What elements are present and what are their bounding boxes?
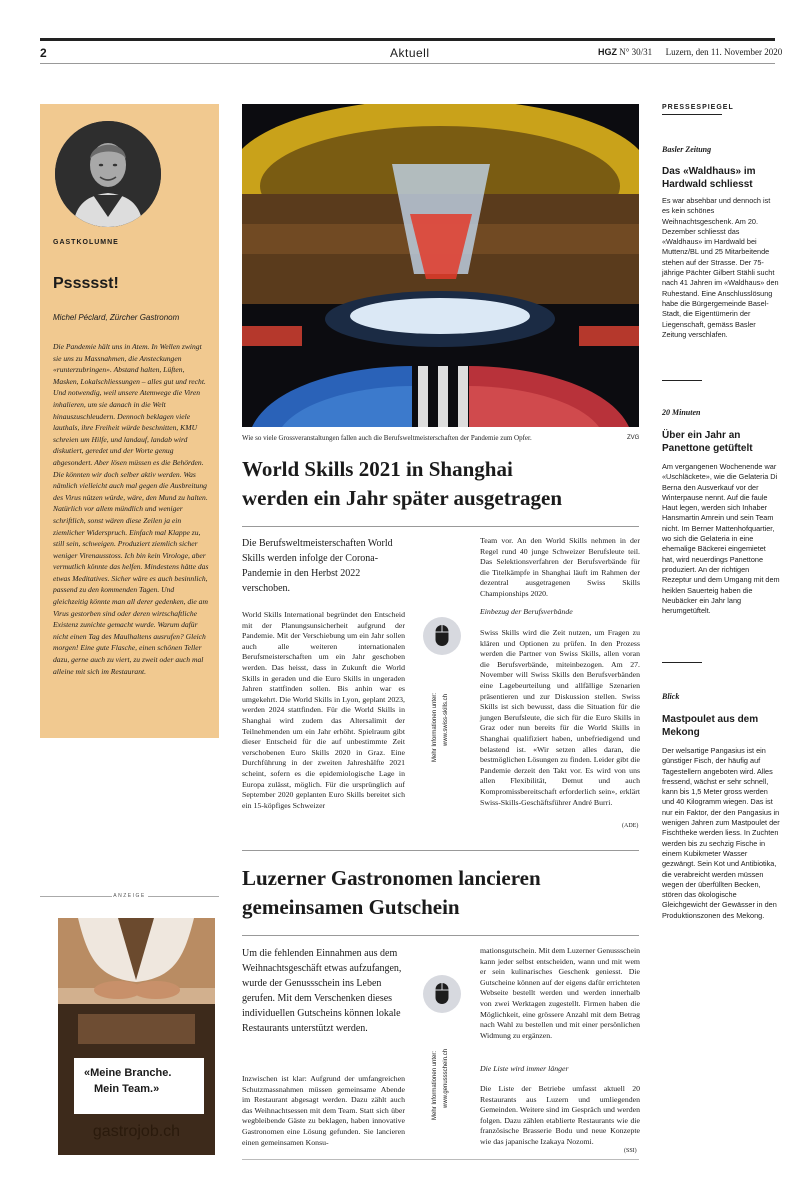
story2-body-col2a: mationsgutschein. Mit dem Luzerner Genussschein kann jeder selbst entscheiden, wann und mit wem er sein kulinarisches Geschenk geniesst. Die Gutscheine können auf der eigens dafür errichteten Webseite bestellt werden und werden innerhalb von zwei Werktagen zugestellt. Firmen haben die Möglichkeit, eine grössere Anzahl mit dem Betrag nach Wahl zu bestellen und mit einer persönlichen Widmung zu ergänzen.: [480, 946, 641, 1040]
story1-body-col2a: Team vor. An den World Skills nehmen in der Regel rund 40 junge Schweizer Berufsleute teil. Das Selektionsverfahren der Berufsverbände für die Titelkämpfe in Shanghai läuft im Rahmen der dezentral ausgetragenen Swiss Skills Championships 2020.: [480, 536, 640, 598]
story2-more-info-link[interactable]: [443, 1049, 449, 1108]
story2-headline-line1: Luzerner Gastronomen lancieren: [242, 866, 541, 890]
more-info-label: Mehr Informationen unter:: [432, 1050, 438, 1120]
ad-claim-line2: Mein Team.»: [94, 1083, 160, 1095]
story2-lead: Um die fehlenden Einnahmen aus dem Weihnachtsgeschäft etwas aufzufangen, wurde der Genussschein ins Leben gerufen. Mit dem Verschenken dieses individuellen Gutscheins können lokale Restaurants unterstützt werden.: [242, 948, 402, 1034]
story1-body-col2b: Swiss Skills wird die Zeit nutzen, um Fragen zu klären und Optionen zu prüfen. In den Prozess werden die Partner von Swiss Skills, allen voran die Berufsverbände, miteinbezogen. Am 27. November will Swiss Skills den Berufsverbänden eine Lagebeurteilung und allfällige Szenarien präsentieren und zur Diskussion stellen. Swiss Skills ist sich bewusst, dass die Situation für die jungen Berufsleute, die sich für die Euro Skills in Graz oder nun bereits für die World Skills in Shanghai qualifiziert haben, unbefriedigend und belastend ist. «Wir setzen alles daran, die bestmöglichen Lösungen zu finden. Leider gibt die Pandemie derzeit den Takt vor. Es wird von uns allen Flexibilität, Demut und auch Kompromissbereitschaft erforderlich sein», erklärt Swiss-Skills-Geschäftsführer André Burri.: [480, 628, 640, 807]
press-item-title: Über ein Jahr an Panettone getüftelt: [662, 430, 753, 454]
story1-headline-line1: World Skills 2021 in Shanghai: [242, 457, 513, 481]
story1-subhead: Einbezug der Berufsverbände: [480, 607, 573, 616]
ad-photo: [58, 918, 215, 1155]
story1-more-info-link[interactable]: [443, 694, 449, 746]
column-author: Michel Péclard, Zürcher Gastronom: [53, 313, 180, 322]
story1-headline-line2: werden ein Jahr später ausgetragen: [242, 486, 563, 510]
publication-name: HGZ: [598, 47, 617, 57]
genussschein-link[interactable]: www.genussschein.ch: [443, 1048, 449, 1108]
press-item-source: Blick: [662, 692, 680, 701]
mouse-icon: [423, 975, 461, 1013]
top-rule: [40, 38, 775, 41]
press-item-body: Am vergangenen Wochenende war «Uschläckete», wie die Gelateria Di Berna den Ausverkauf vor der Winterpause nennt. Auf die faule Haut legen, werden sich Inhaber Hansmartin Amrein und sein Team nicht. Im Berner Mattenhofquartier, wo sich die Gelateria in eine ehemalige Bäckerei eingemietet hat, wird neuerdings Panettone produziert. An der richtigen Rezeptur und dem Umgang mit dem heiklen Sauerteig haben die Neubäcker ein Jahr lang herumgetüftelt.: [662, 462, 780, 616]
bottom-rule: [242, 1159, 639, 1160]
story2-signature: (SSI): [624, 1148, 637, 1154]
press-item-divider: [662, 662, 702, 663]
page-number: 2: [40, 46, 47, 60]
press-review-label: PRESSESPIEGEL: [662, 104, 734, 111]
press-item-body: Es war absehbar und dennoch ist es kein schönes Weihnachtsgeschenk. Am 20. Dezember schliesst das «Waldhaus» im Hardwald bei Muttenz/BL und 25 Mitarbeitende stehen auf der Strasse. Der 75-jährige Pächter Gilbert Stähli sucht nach 41 Jahren im «Waldhaus» den Ruhestand. Eine Anschlusslösung habe die Bürgergemeinde Basel-Stadt, die Eigentümerin der Liegenschaft, gemäss Basler Zeitung verschlafen.: [662, 196, 779, 339]
photo-credit: ZVG: [627, 435, 640, 441]
story2-headline-line2: gemeinsamen Gutschein: [242, 895, 460, 919]
issue-info: [598, 47, 782, 57]
press-item-title: Das «Waldhaus» im Hardwald schliesst: [662, 166, 756, 190]
issue-number: N° 30/31: [619, 47, 653, 57]
story2-subhead: Die Liste wird immer länger: [480, 1064, 569, 1073]
more-info-label: Mehr Informationen unter:: [432, 692, 438, 762]
ad-claim-line1: «Meine Branche.: [84, 1067, 172, 1079]
story2-body-col1: Inzwischen ist klar: Aufgrund der umfangreichen Schutzmassnahmen müssen gemeinsame Abende im Restaurant abgesagt werden. Dazu zählt auch das Weihnachtsessen mit dem Team. Statt sich über wegbleibende Gäste zu beklagen, haben innovative Gastronomen eine Lösung gefunden. Sie lancieren einen gemeinsamen Konsu-: [242, 1074, 405, 1147]
column-title: Pssssst!: [53, 275, 119, 292]
story-divider: [242, 850, 639, 851]
photo-caption: Wie so viele Grossveranstaltungen fallen auch die Berufsweltmeisterschaften der Pandemie zum Opfer.: [242, 434, 532, 442]
ad-label: ANZEIGE: [113, 893, 146, 899]
column-body: Die Pandemie hält uns in Atem. In Wellen zwingt sie uns zu Massnahmen, die Ansteckungen «runterzubringen». Abstand halten, Lüften, Masken, Lokalschliessungen – alles gut und recht. Und notwendig, weil unsere Atemwege die Viren inhalieren, um sie danach in die Welt hinauszuschleudern. Dennoch beklagen viele lauthals, ihre Freiheit würde beschnitten, KMU schreien um Hilfe, und landauf, landab wird diskutiert, geredet und der Worte genug abgesondert. Aber lösen müssen es die Behörden. Die könnten wir doch selber aktiv werden. Was nämlich vielleicht auch mal gegen die Ausbreitung des Virus nützen würde, wäre, den Mund zu halten. Natürlich vor allem mündlich und weniger schriftlich, sonst wären diese Zeilen ja ein ziemlicher Widerspruch. Einfach mal Klappe zu, still sein, schweigen. Produziert ziemlich sicher weniger Virenausstoss. Ich bin kein Virologe, aber vermutlich könnte das helfen. Mindestens hätte das etwas Meditatives. Sicher wäre es auch besinnlich, passend zu den kommenden Tagen. Und gleichzeitig könnte man all derer gedenken, die am Virus gestorben sind oder deren wirtschaftliche Existenz zunichte gemacht wurde. Warum dafür nicht einen Tag des Maulhaltens ausrufen? Gleich morgen! Eine gute Flasche, einen schönen Teller dazu, gerne auch zu viert, zu zweit oder auch mal alleine mit sich im Restaurant.: [53, 342, 209, 676]
story1-headline-rule: [242, 526, 639, 527]
story2-headline-rule: [242, 935, 639, 936]
press-item-divider: [662, 380, 702, 381]
press-item-source: Basler Zeitung: [662, 145, 712, 154]
ad-brand[interactable]: gastrojob.ch: [92, 1123, 181, 1140]
ad-gastrojob[interactable]: [58, 918, 215, 1155]
world-skills-stadium-photo: [242, 104, 639, 427]
section-name: Aktuell: [390, 46, 430, 60]
story1-lead: Die Berufsweltmeisterschaften World Skills werden infolge der Corona-Pandemie in den Herbst 2022 verschoben.: [242, 538, 393, 594]
swiss-skills-link[interactable]: www.swiss-skills.ch: [443, 693, 449, 746]
columnist-portrait: [55, 121, 161, 227]
header-rule: [40, 63, 775, 64]
story2-body-col2b: Die Liste der Betriebe umfasst aktuell 20 Restaurants aus Luzern und umliegenden Gemeinden. Weitere sind im Gespräch und werden folgen. Dazu zählen etablierte Restaurants wie die französische Brasserie Bodu und neue Konzepte wie das japanische Izakaya Nozomi.: [480, 1084, 640, 1146]
press-item-source: 20 Minuten: [662, 408, 701, 417]
mouse-icon: [423, 617, 461, 655]
press-review-label-rule: [662, 114, 722, 115]
story1-body-col1: World Skills International begründet den Entscheid mit der Planungsunsicherheit aufgrund der Pandemie. Mit der Verschiebung um ein Jahr sollen auch alle weiteren internationalen Berufsmeisterschaften um ein Jahr geschoben werden. Das heisst, dass in Zukunft die World Skills in geraden und die Euro Skills in ungeraden Jahren stattfinden sollen. Bis anhin war es umgekehrt. Die World Skills in Lyon, geplant 2023, werden 2024 stattfinden. Für die World Skills in Shanghai wird zudem das Altersalimit der Teilnehmenden um ein Jahr erhöht. Spielraum gibt dieser Entscheid für die auf unbestimmte Zeit verschobenen Euro Skills 2020 in Graz. Eine Durchführung in der zweiten Jahreshälfte 2021 scheint, sofern es die epidemiologische Lage in Europa zulässt, möglich. Für die ursprünglich auf September 2020 geplanten Euro Skills bereitet sich ein 15-köpfiges Schweizer: [242, 610, 405, 810]
story1-more-info: [432, 693, 438, 762]
place-date: Luzern, den 11. November 2020: [665, 47, 783, 57]
story2-more-info: [432, 1051, 438, 1120]
story1-signature: (ADE): [622, 823, 639, 829]
column-label: GASTKOLUMNE: [53, 239, 119, 246]
press-item-title: Mastpoulet aus dem Mekong: [662, 714, 759, 738]
press-item-body: Der welsartige Pangasius ist ein günstiger Fisch, der häufig auf Tagestellern angeboten wird. Alles fressend, wächst er sehr schnell, kann bis 1,5 Meter gross werden und 40 Kilogramm wiegen. Das ist nur ein Faktor, der den Pangasius in wenigen Jahren zum Mastpoulet der Fischtheke werden liess. In Zuchten werden bis zu sechzig Fische in einem Kubikmeter Wasser gezwängt. Sein Kot und Antibiotika, die verabreicht werden müssen wegen der überfüllten Becken, stören das ökologische Gleichgewicht der Gewässer in den Produktionszonen des Mekong.: [662, 746, 780, 920]
